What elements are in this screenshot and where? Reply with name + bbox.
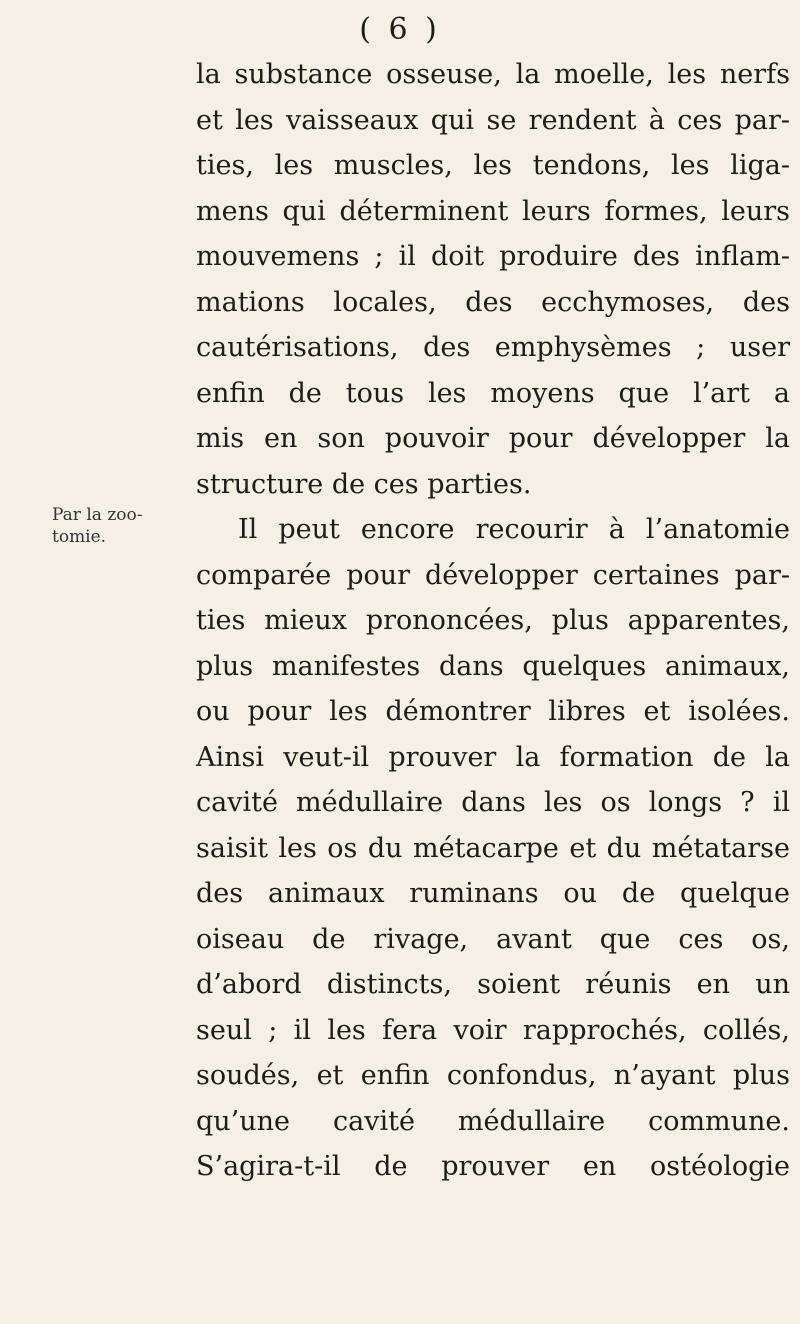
margin-note-line: Par la zoo- [52, 505, 143, 525]
text-line: ties mieux prononcées, plus apparentes, [196, 605, 790, 636]
text-line: la substance osseuse, la moelle, les nerfs [196, 59, 790, 90]
text-line: qu’une cavité médullaire commune. [196, 1105, 790, 1137]
margin-note [52, 504, 143, 548]
text-line: oiseau de rivage, avant que ces os, [196, 923, 790, 955]
text-line: enfin de tous les moyens que l’art a [196, 377, 790, 409]
text-line: cautérisations, des emphysèmes ; user [196, 332, 790, 363]
text-line: Ainsi veut-il prouver la formation de la [196, 741, 790, 773]
text-line: cavité médullaire dans les os longs ? il [196, 787, 790, 818]
text-line: ou pour les démontrer libres et isolées. [196, 696, 790, 727]
text-line: ties, les muscles, les tendons, les liga- [196, 150, 790, 181]
text-line: plus manifestes dans quelques animaux, [196, 650, 790, 682]
text-line: S’agira-t-il de prouver en ostéologie [196, 1151, 790, 1182]
text-line: mens qui déterminent leurs formes, leurs [196, 195, 790, 227]
text-line: d’abord distincts, soient réunis en un [196, 969, 790, 1000]
page-number: ( 6 ) [359, 12, 441, 47]
body-text [196, 52, 790, 1190]
text-line: comparée pour développer certaines par- [196, 559, 790, 591]
text-line: mations locales, des ecchymoses, des [196, 286, 790, 318]
text-line: mis en son pouvoir pour développer la [196, 423, 790, 454]
text-line: seul ; il les fera voir rapprochés, collés, [196, 1014, 790, 1046]
paragraph-end-line: structure de ces parties. [196, 468, 532, 500]
text-line: mouvemens ; il doit produire des inflam- [196, 241, 790, 272]
text-line: saisit les os du métacarpe et du métatarse [196, 832, 790, 864]
margin-note-line: tomie. [52, 527, 107, 547]
paragraph-start-line: Il peut encore recourir à l’anatomie [238, 514, 790, 545]
text-line: soudés, et enfin confondus, n’ayant plus [196, 1060, 790, 1091]
text-line: des animaux ruminans ou de quelque [196, 878, 790, 909]
text-line: et les vaisseaux qui se rendent à ces par- [196, 104, 790, 136]
